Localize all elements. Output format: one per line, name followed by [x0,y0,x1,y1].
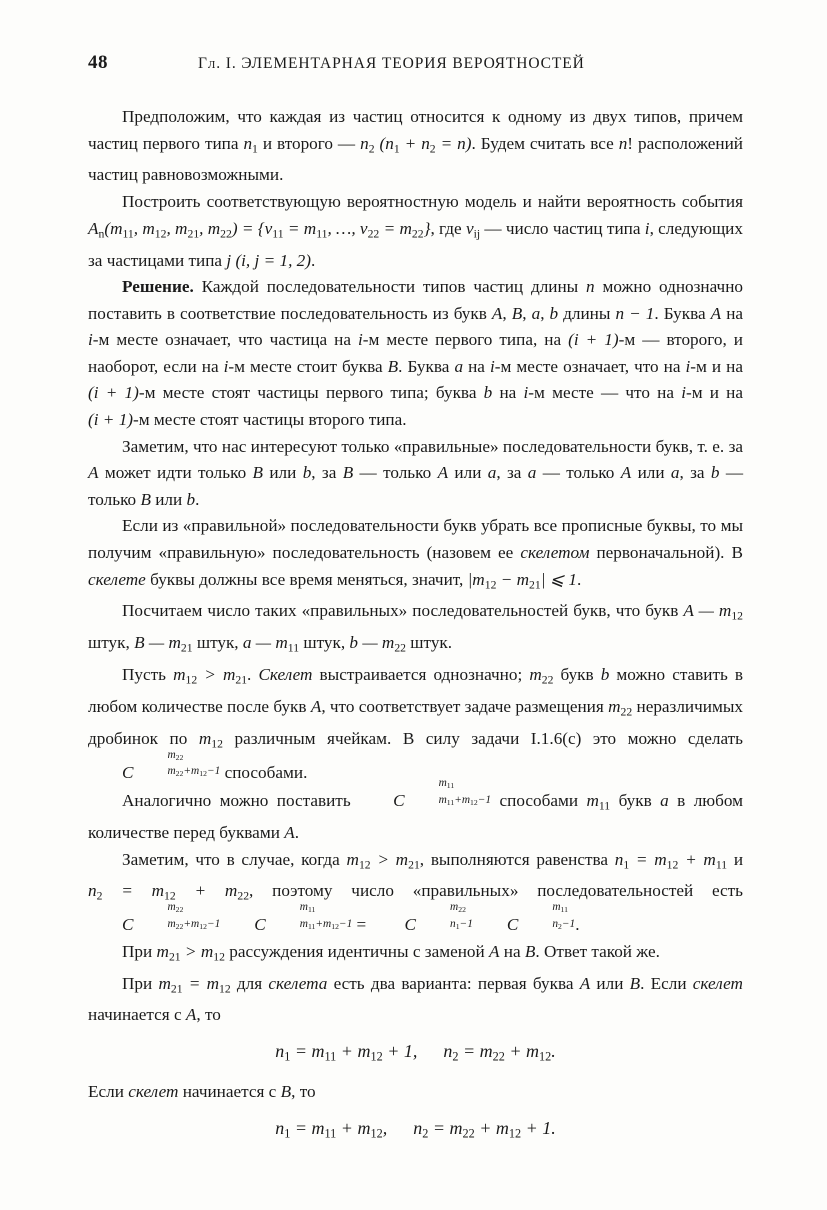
math-B-m21: B — $m_{21}$ [134,633,193,655]
math-abs-diff: $|m_{12} - m_{21}|$ ⩽ 1 [467,569,578,591]
math-binom-2: C $m_{11}$ $m_{11}+m_{12}-1$ [393,777,492,811]
math-letter-a2: a [454,356,464,376]
page-header [88,52,740,74]
math-A4: A [620,463,632,483]
math-m11: $m_{11}$ [586,791,611,813]
math-i8: i [681,383,686,403]
math-m21-eq-m12: $m_{21} = m_{12}$ [158,973,231,995]
math-i6: i [685,356,691,376]
math-a3: a [487,463,497,483]
math-letter-b2: b [483,383,493,403]
text-run: Заметим, что в случае, когда [122,849,347,869]
body-text [88,104,743,1156]
text-run: буквы должны все время меняться, значит, [145,569,468,589]
paragraph-6: Посчитаем число таких «правильных» последовательностей букв, что букв A — $m_{12}$ штук, B — $m_{21}$ штук, a — $m_{11}$ штук, b — $m_{22}$ штук. [88,601,743,655]
math-B3: B [342,463,354,483]
paragraph-12: Если скелет начинается с B, то [88,1082,316,1102]
math-i5: i [489,356,495,376]
math-nfact: n [618,133,628,153]
math-B: B [252,463,264,483]
math-letter-B: B [511,303,523,323]
math-a4: a [527,463,537,483]
solution-label: Решение. [122,277,194,297]
text-run: Будем считать все [480,133,619,153]
math-b-m22: b — $m_{22}$ [349,633,406,655]
equation-2-left: $n_1 = m_{11} + m_{12}$, [275,1117,388,1141]
math-letters: A [491,303,503,323]
math-letter-B2: B [387,356,399,376]
math-A6: A [284,822,295,842]
math-a6: a [660,791,669,811]
math-A7: A [489,941,500,961]
text-run: Аналогично можно поставить [122,791,360,811]
math-nu-ij: $\nu_{ij}$ [465,218,481,240]
term-skeleton-5: скелет [692,973,743,993]
math-n1: $n_1$ [243,133,258,155]
math-n2: $n_2$ [360,133,375,155]
running-title: Гл. I. ЭЛЕМЕНТАРНАЯ ТЕОРИЯ ВЕРОЯТНОСТЕЙ [198,55,585,72]
math-n: n [586,277,595,297]
text-run: выстраивается однозначно; [312,665,530,685]
math-n2-eq: $n_2 = m_{12} + m_{22}$ [88,881,250,903]
math-ij-range: (i, j = 1, 2) [235,250,312,270]
display-equation-1 [88,1038,743,1070]
math-letter-a: a [531,303,541,323]
math-i2: i [88,330,93,350]
math-binom-1: C $m_{22}$ $m_{22}+m_{12}-1$ [122,748,221,782]
math-b6: b [600,665,610,685]
equation-2-right: $n_2 = m_{22} + m_{12} + 1$. [413,1117,556,1141]
math-binom-6: C $m_{11}$ $n_2-1$ [506,901,576,935]
math-b: b [302,463,312,483]
math-m12-gt-m21-2: $m_{12} > m_{21}$ [346,849,420,871]
term-skeleton-4: скелета [268,973,328,993]
math-binom-4: C $m_{11}$ $m_{11}+m_{12}-1$ [254,901,353,935]
term-skeleton-3: Скелет [258,665,313,685]
equation-1-right: $n_2 = m_{22} + m_{12}$. [443,1041,556,1064]
math-a5: a [670,463,680,483]
paragraph-solution: Решение. Каждой последовательности типов частиц длины n можно однозначно поставить в соответствие последовательность из букв A, B, a, b длины n − 1. Буква A на i-м месте означает, что частица на i-м месте первого типа, на (i + 1)-м — второго, и наоборот, если на i-м месте стоит буква B. Буква a на i-м месте означает, что на i-м и на (i + 1)-м месте стоят частицы первого типа; буква b на i-м месте — что на i-м и на (i + 1)-м месте стоят частицы второго типа. [88,277,744,430]
math-letter-b: b [549,303,559,323]
equation-1-left: $n_1 = m_{11} + m_{12} + 1$, [275,1041,418,1064]
math-i4: i [223,356,229,376]
paragraph-11: При $m_{21} = m_{12}$ для скелета есть два варианта: первая буква A или B. Если скелет начинается с A, то [88,973,743,1025]
paragraph-9: Заметим, что в случае, когда $m_{12} > m_{21}$, выполняются равенства $n_1 = m_{12} + m_{11}$ и $n_2 = m_{12} + m_{22}$, поэтому число «правильных» последовательностей есть C $m_{22}$ $m_{22}+m_{12}-1$ C $m_{11}$ $m_{11}+m_{12}-1$ = C $m_{22}$ $n_1-1$ C $m_{11}$ $n_2-1$ . [88,847,743,939]
math-A: A [88,463,99,483]
paragraph-7: Пусть $m_{12} > m_{21}$. Скелет выстраивается однозначно; $m_{22}$ букв b можно ставить в любом количестве после букв A, что соответствует задаче размещения $m_{22}$ неразличимых дробинок по $m_{12}$ различным ячейкам. В силу задачи I.1.6(с) это можно сделать C $m_{22}$ $m_{22}+m_{12}-1$ способами. [88,662,743,786]
math-ip1-2: (i + 1) [88,383,139,403]
paragraph-10: При $m_{21} > m_{12}$ рассуждения идентичны с заменой A на B. Ответ такой же. [122,941,660,964]
math-B9: B [280,1082,292,1102]
math-a-m11: a — $m_{11}$ [242,633,300,655]
math-m21-gt-m12: $m_{21} > m_{12}$ [156,941,225,964]
text-run: При [122,941,157,961]
math-binom-3: C $m_{22}$ $m_{22}+m_{12}-1$ [122,901,221,935]
math-i: i [644,218,650,238]
text-run: первоначальной). В [589,543,744,563]
math-A8: A [579,973,591,993]
math-b4: b [710,463,720,483]
text-run: Каждой последовательности типов частиц длины [201,277,587,297]
math-ip1-3: (i + 1) [88,410,134,430]
text-run: Пусть [122,665,174,685]
math-letter-A2: A [710,303,722,323]
text-run: При [122,973,159,993]
paragraph-2: Построить соответствующую вероятностную модель и найти вероятность события $A_n(m_{11}$, $m_{12}$, $m_{21}$, $m_{22}) = \{\nu_{11} = m_{11}$, …, $\nu_{22} = m_{22}$}, где $\nu_{ij}$ — число частиц типа i, следующих за частицами типа j (i, j = 1, 2). [88,192,743,270]
math-length: n − 1 [615,303,655,323]
math-i7: i [523,383,529,403]
math-j: j [226,250,232,270]
text-run: Заметим, что нас интересуют только «правильные» последовательности букв, т. е. за [122,436,743,456]
math-i3: i [358,330,363,350]
math-m22-2: $m_{22}$ [608,697,633,719]
math-B8: B [629,973,641,993]
math-binom-5: C $m_{22}$ $n_1-1$ [404,901,473,935]
text-run: Предположим, что каждая из частиц относится к одному из двух типов, причем частиц первого типа [88,107,743,153]
math-n1-eq: $n_1 = m_{12} + m_{11}$ [614,849,728,871]
math-B4: B [140,489,151,509]
text-run: Если из «правильной» последовательности букв убрать все прописные буквы, то мы получим «правильную» последовательность (назовем ее [88,516,743,563]
paragraph-8: Аналогично можно поставить C $m_{11}$ $m_{11}+m_{12}-1$ способами $m_{11}$ букв a в любом количестве перед буквами A. [88,777,743,842]
math-A-m12: A — $m_{12}$ [683,601,743,623]
text-run: Если [88,1082,129,1102]
math-m22: $m_{22}$ [529,665,554,687]
text-run: Построить соответствующую вероятностную модель и найти вероятность события [122,192,743,212]
paragraph-4: Заметим, что нас интересуют только «правильные» последовательности букв, т. е. за A может идти только B или b, за B — только A или a, за a — только A или a, за b — только B или b. [88,436,744,509]
paragraph-1: Предположим, что каждая из частиц относится к одному из двух типов, причем частиц первого типа $n_1$ и второго — $n_2$ $(n_1 + n_2 = n)$. Будем считать все n! расположений частиц равновозможными. [88,107,744,185]
math-sum-constraint: $(n_1 + n_2 = n)$ [379,133,472,155]
page-number: 48 [88,52,108,73]
math-A5: A [310,697,322,717]
display-equation-2 [88,1115,743,1147]
math-B7: B [524,941,536,961]
math-b5: b [186,489,196,509]
paragraph-5: Если из «правильной» последовательности букв убрать все прописные буквы, то мы получим «правильную» последовательность (назовем ее скелетом первоначальной). В скелете буквы должны все время меняться, значит, $|m_{12} - m_{21}|$ ⩽ 1. [88,516,744,591]
term-skeleton: скелетом [520,543,590,563]
text-run: Посчитаем число таких «правильных» последовательностей букв, что букв [122,601,684,621]
term-skeleton-6: скелет [128,1082,179,1102]
math-ip1: (i + 1) [568,330,619,350]
math-m12-2: $m_{12}$ [198,728,223,751]
math-A9: A [185,1005,197,1025]
math-A3: A [437,463,449,483]
math-event: $A_n(m_{11}$, $m_{12}$, $m_{21}$, $m_{22}) = \{\nu_{11} = m_{11}$, …, $\nu_{22} = m_{22}$} [88,218,431,240]
math-m12-gt-m21: $m_{12} > m_{21}$ [173,665,248,687]
term-skeleton-2: скелете [88,569,146,589]
